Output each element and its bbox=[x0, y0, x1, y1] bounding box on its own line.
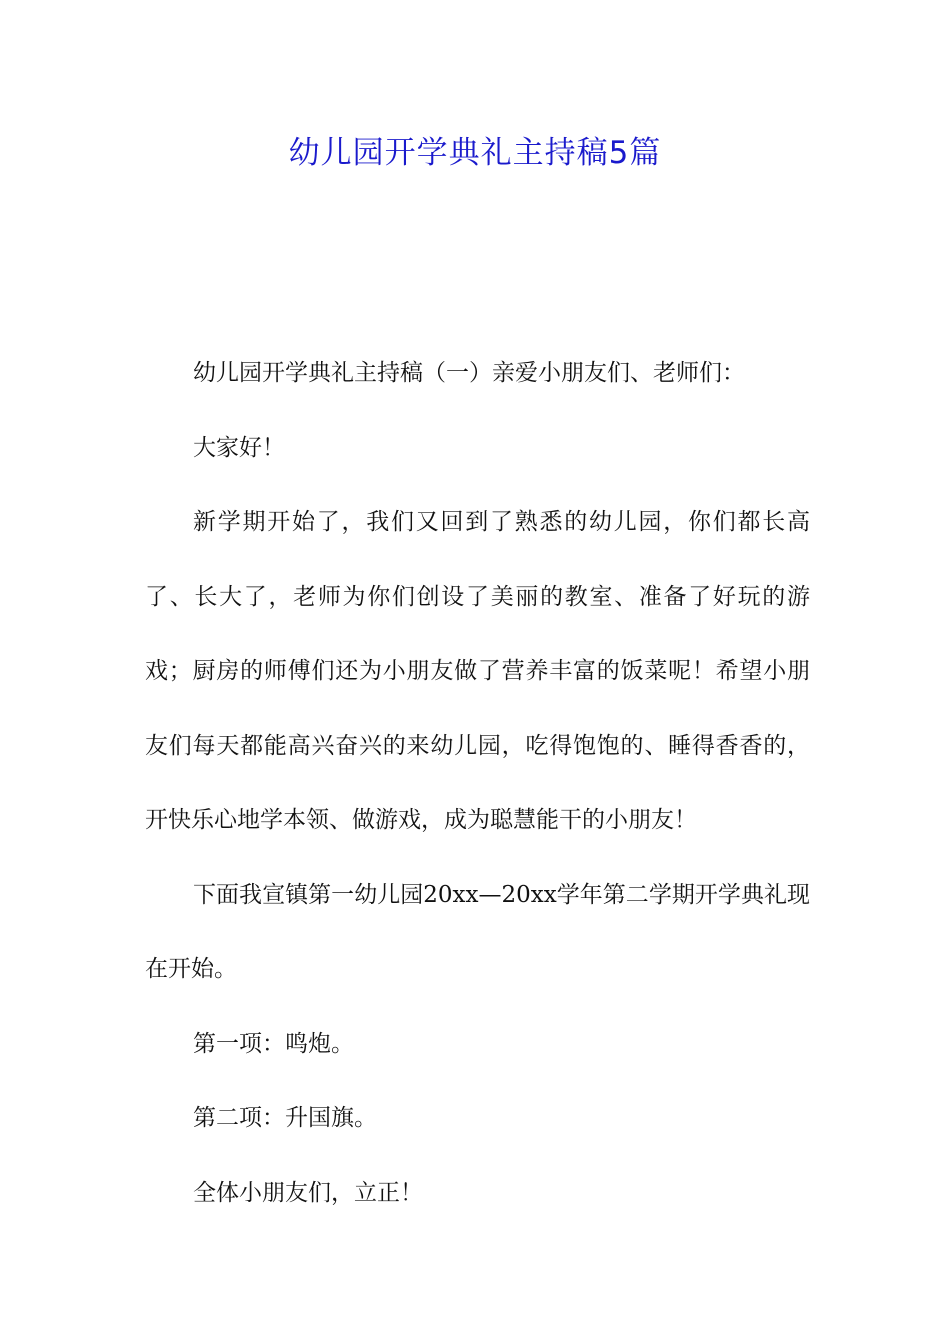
paragraph-ceremony-start: 下面我宣镇第一幼儿园20xx—20xx学年第二学期开学典礼现在开始。 bbox=[145, 881, 810, 982]
paragraph-item-two: 第二项：升国旗。 bbox=[193, 1105, 377, 1131]
document-body bbox=[145, 336, 810, 1230]
paragraph-item-one: 第一项：鸣炮。 bbox=[193, 1030, 354, 1057]
paragraph-new-semester: 新学期开始了，我们又回到了熟悉的幼儿园，你们都长高了、长大了，老师为你们创设了美丽的教室、准备了好玩的游戏；厨房的师傅们还为小朋友做了营养丰富的饭菜呢！希望小朋友们每天都能高兴奋兴的来幼儿园，吃得饱饱的、睡得香香的，开快乐心地学本领、做游戏，成为聪慧能干的小朋友！ bbox=[145, 509, 810, 833]
paragraph-stand-attention: 全体小朋友们，立正！ bbox=[193, 1179, 423, 1206]
paragraph-hello: 大家好！ bbox=[193, 434, 285, 461]
document-title: 幼儿园开学典礼主持稿5篇 bbox=[288, 135, 662, 171]
paragraph-greeting-header: 幼儿园开学典礼主持稿（一）亲爱小朋友们、老师们： bbox=[193, 360, 745, 386]
